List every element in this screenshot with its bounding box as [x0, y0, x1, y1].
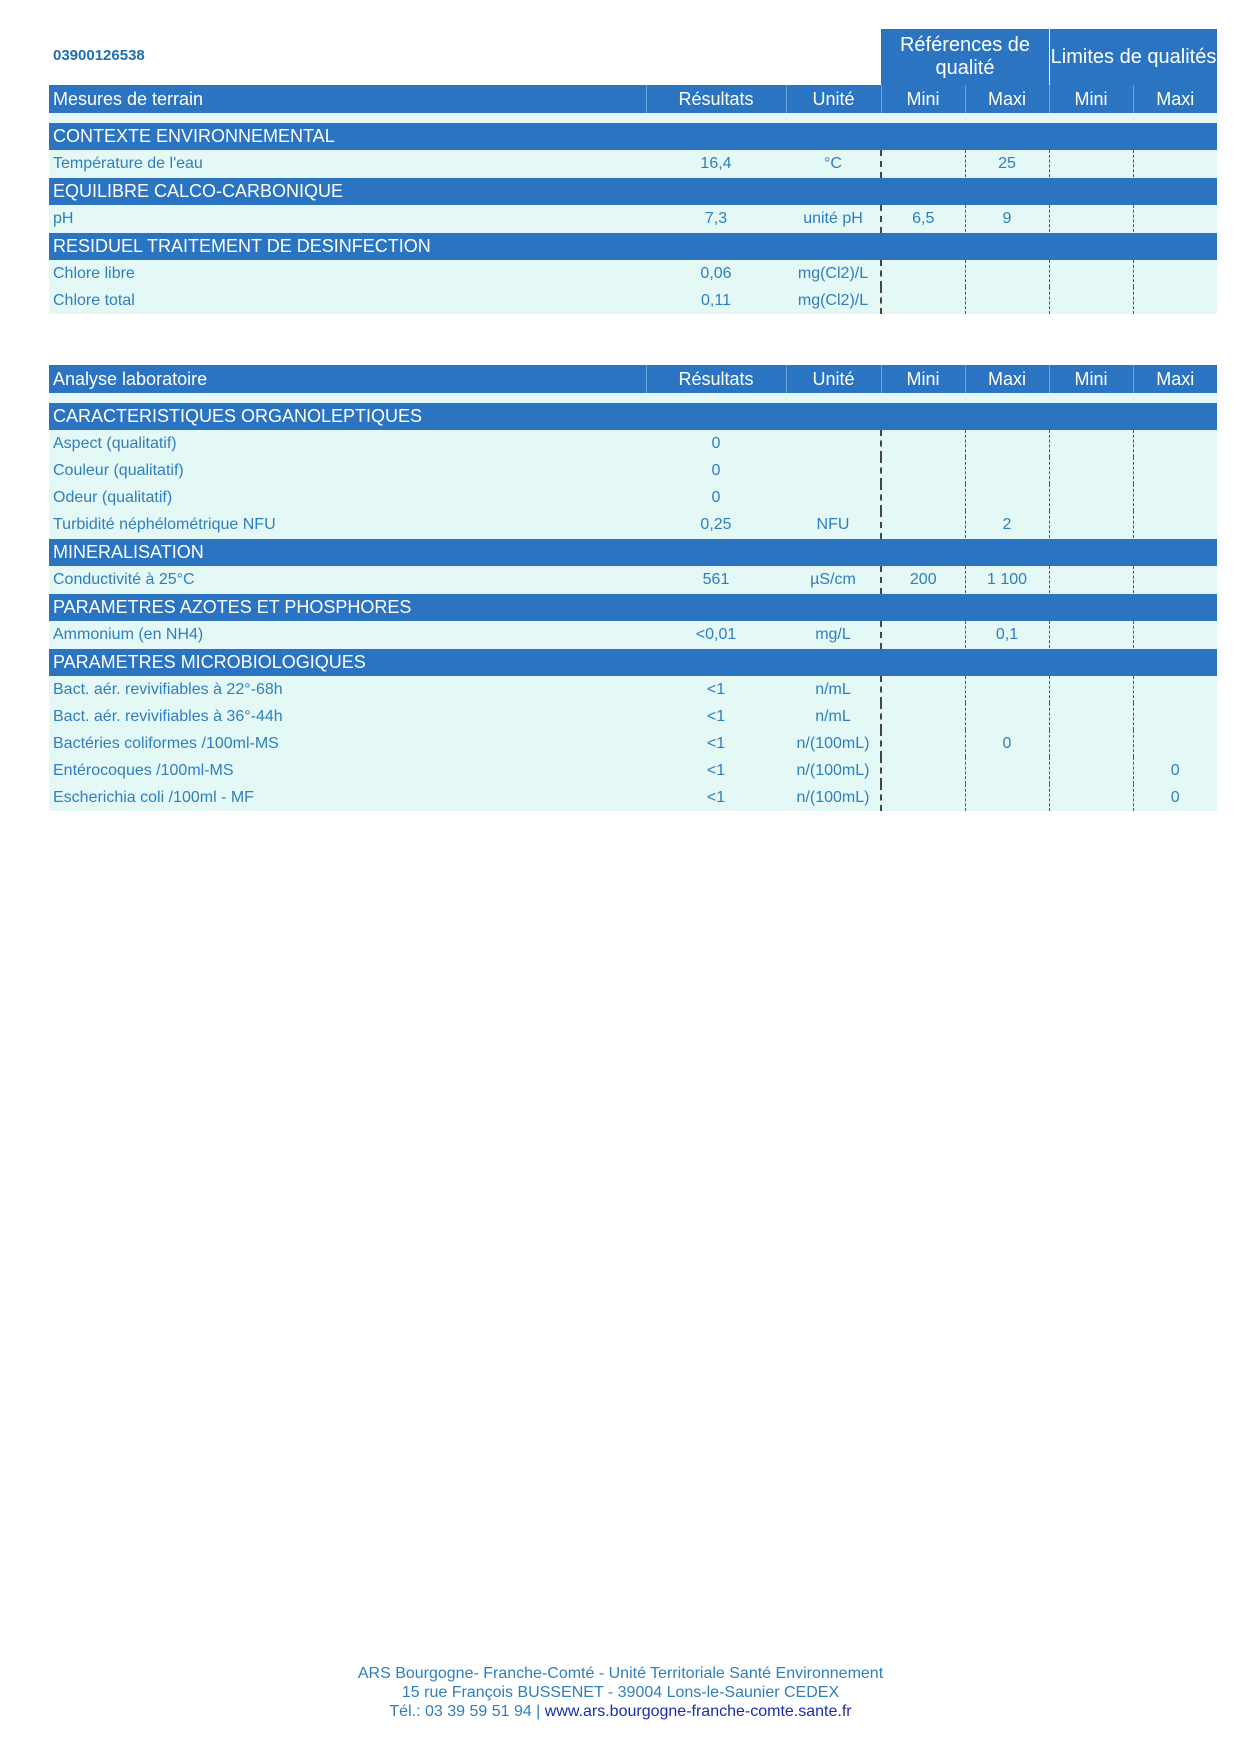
- lim-max-value: 0: [1133, 757, 1217, 784]
- parameter-name: Escherichia coli /100ml - MF: [49, 784, 646, 811]
- sample-id: 03900126538: [53, 47, 145, 64]
- ref-min-value: [881, 260, 965, 287]
- parameter-name: Bactéries coliformes /100ml-MS: [49, 730, 646, 757]
- lim-min-value: [1049, 757, 1133, 784]
- lim-max-value: [1133, 150, 1217, 178]
- table-header-row: [49, 365, 1217, 393]
- section-header-row: [49, 233, 1217, 261]
- result-value: <1: [646, 703, 786, 730]
- ref-min-value: [881, 511, 965, 539]
- parameter-name: Bact. aér. revivifiables à 36°-44h: [49, 703, 646, 730]
- header-lim-min: Mini: [1049, 85, 1133, 113]
- ref-max-value: [965, 457, 1049, 484]
- result-value: 0,25: [646, 511, 786, 539]
- labo-table-body: [49, 365, 1217, 811]
- unit-value: mg(Cl2)/L: [786, 287, 881, 314]
- result-value: 0,11: [646, 287, 786, 314]
- table-row: [49, 730, 1217, 757]
- table-row: [49, 205, 1217, 233]
- unit-value: mg/L: [786, 621, 881, 649]
- unit-value: [786, 430, 881, 457]
- lim-max-value: [1133, 287, 1217, 314]
- lim-min-value: [1049, 784, 1133, 811]
- table-row: [49, 511, 1217, 539]
- section-title: RESIDUEL TRAITEMENT DE DESINFECTION: [49, 233, 1217, 261]
- parameter-name: pH: [49, 205, 646, 233]
- section-title: CARACTERISTIQUES ORGANOLEPTIQUES: [49, 403, 1217, 431]
- parameter-name: Bact. aér. revivifiables à 22°-68h: [49, 676, 646, 703]
- lim-max-value: 0: [1133, 784, 1217, 811]
- parameter-name: Ammonium (en NH4): [49, 621, 646, 649]
- footer-org: ARS Bourgogne- Franche-Comté - Unité Territoriale Santé Environnement: [357, 1665, 884, 1682]
- unit-value: n/mL: [786, 676, 881, 703]
- parameter-name: Odeur (qualitatif): [49, 484, 646, 511]
- table-row: [49, 784, 1217, 811]
- footer-phone: Tél.: 03 39 59 51 94 |: [389, 1703, 545, 1720]
- ref-min-value: [881, 703, 965, 730]
- table-row: [49, 150, 1217, 178]
- parameter-name: Turbidité néphélométrique NFU: [49, 511, 646, 539]
- ref-max-value: [965, 676, 1049, 703]
- lim-max-value: [1133, 457, 1217, 484]
- table-row: [49, 484, 1217, 511]
- lim-max-value: [1133, 566, 1217, 594]
- section-title: CONTEXTE ENVIRONNEMENTAL: [49, 123, 1217, 151]
- unit-value: NFU: [786, 511, 881, 539]
- result-value: 7,3: [646, 205, 786, 233]
- ref-min-value: 6,5: [881, 205, 965, 233]
- header-ref-min: Mini: [881, 85, 965, 113]
- quality-column-headers: [881, 29, 1217, 85]
- header-unit: Unité: [786, 365, 881, 393]
- unit-value: mg(Cl2)/L: [786, 260, 881, 287]
- terrain-table-body: [49, 85, 1217, 314]
- header-lim-max: Maxi: [1133, 85, 1217, 113]
- parameter-name: Aspect (qualitatif): [49, 430, 646, 457]
- ref-max-value: 0: [965, 730, 1049, 757]
- lim-max-value: [1133, 430, 1217, 457]
- ref-max-value: [965, 757, 1049, 784]
- ref-min-value: [881, 784, 965, 811]
- section-title: PARAMETRES AZOTES ET PHOSPHORES: [49, 594, 1217, 622]
- parameter-name: Chlore libre: [49, 260, 646, 287]
- ref-min-value: 200: [881, 566, 965, 594]
- footer-address: 15 rue François BUSSENET - 39004 Lons-le-Saunier CEDEX: [401, 1684, 840, 1701]
- parameter-name: Chlore total: [49, 287, 646, 314]
- unit-value: µS/cm: [786, 566, 881, 594]
- lim-min-value: [1049, 457, 1133, 484]
- ref-min-value: [881, 287, 965, 314]
- limites-header: Limites de qualités: [1049, 29, 1217, 85]
- spacer-cell: [49, 393, 1217, 403]
- lim-min-value: [1049, 430, 1133, 457]
- unit-value: [786, 457, 881, 484]
- ref-min-value: [881, 621, 965, 649]
- unit-value: n/(100mL): [786, 757, 881, 784]
- header-result: Résultats: [646, 365, 786, 393]
- lim-min-value: [1049, 566, 1133, 594]
- lim-max-value: [1133, 730, 1217, 757]
- parameter-name: Entérocoques /100ml-MS: [49, 757, 646, 784]
- section-header-row: [49, 649, 1217, 677]
- section-header-row: [49, 403, 1217, 431]
- header-ref-min: Mini: [881, 365, 965, 393]
- table-row: [49, 676, 1217, 703]
- table-header-row: [49, 85, 1217, 113]
- lim-max-value: [1133, 260, 1217, 287]
- table-row: [49, 260, 1217, 287]
- result-value: <0,01: [646, 621, 786, 649]
- footer-contact: [0, 1702, 1241, 1721]
- table-row: [49, 757, 1217, 784]
- section-title: PARAMETRES MICROBIOLOGIQUES: [49, 649, 1217, 677]
- parameter-name: Couleur (qualitatif): [49, 457, 646, 484]
- terrain-measurements-table: [49, 85, 1217, 314]
- lim-min-value: [1049, 511, 1133, 539]
- table-row: [49, 566, 1217, 594]
- lim-max-value: [1133, 511, 1217, 539]
- ref-max-value: 0,1: [965, 621, 1049, 649]
- spacer-row: [49, 393, 1217, 403]
- unit-value: °C: [786, 150, 881, 178]
- parameter-name: Température de l'eau: [49, 150, 646, 178]
- ref-min-value: [881, 430, 965, 457]
- ref-max-value: [965, 287, 1049, 314]
- ref-max-value: 2: [965, 511, 1049, 539]
- result-value: 0,06: [646, 260, 786, 287]
- ref-min-value: [881, 730, 965, 757]
- lim-max-value: [1133, 676, 1217, 703]
- section-title: EQUILIBRE CALCO-CARBONIQUE: [49, 178, 1217, 206]
- lim-min-value: [1049, 621, 1133, 649]
- ref-min-value: [881, 150, 965, 178]
- unit-value: n/mL: [786, 703, 881, 730]
- lim-min-value: [1049, 287, 1133, 314]
- ref-min-value: [881, 676, 965, 703]
- header-parameter: Mesures de terrain: [49, 85, 646, 113]
- spacer-cell: [49, 113, 1217, 123]
- ref-min-value: [881, 484, 965, 511]
- ref-max-value: [965, 784, 1049, 811]
- lim-min-value: [1049, 205, 1133, 233]
- ref-max-value: [965, 484, 1049, 511]
- lim-max-value: [1133, 703, 1217, 730]
- unit-value: unité pH: [786, 205, 881, 233]
- unit-value: [786, 484, 881, 511]
- result-value: 0: [646, 457, 786, 484]
- ref-max-value: [965, 260, 1049, 287]
- result-value: <1: [646, 784, 786, 811]
- lim-min-value: [1049, 260, 1133, 287]
- ref-max-value: [965, 703, 1049, 730]
- section-header-row: [49, 539, 1217, 567]
- table-row: [49, 430, 1217, 457]
- parameter-name: Conductivité à 25°C: [49, 566, 646, 594]
- header-parameter: Analyse laboratoire: [49, 365, 646, 393]
- table-row: [49, 457, 1217, 484]
- table-row: [49, 703, 1217, 730]
- header-ref-max: Maxi: [965, 365, 1049, 393]
- footer: [0, 1664, 1241, 1721]
- result-value: <1: [646, 676, 786, 703]
- references-header: Références de qualité: [881, 29, 1049, 85]
- ref-min-value: [881, 457, 965, 484]
- lim-min-value: [1049, 150, 1133, 178]
- lim-max-value: [1133, 484, 1217, 511]
- lim-max-value: [1133, 205, 1217, 233]
- ref-max-value: 25: [965, 150, 1049, 178]
- unit-value: n/(100mL): [786, 784, 881, 811]
- result-value: 16,4: [646, 150, 786, 178]
- result-value: 0: [646, 430, 786, 457]
- lab-analysis-table: [49, 365, 1217, 811]
- table-row: [49, 621, 1217, 649]
- header-lim-min: Mini: [1049, 365, 1133, 393]
- header-lim-max: Maxi: [1133, 365, 1217, 393]
- header-unit: Unité: [786, 85, 881, 113]
- header-ref-max: Maxi: [965, 85, 1049, 113]
- lim-min-value: [1049, 703, 1133, 730]
- footer-website-link[interactable]: www.ars.bourgogne-franche-comte.sante.fr: [544, 1703, 852, 1720]
- section-header-row: [49, 594, 1217, 622]
- section-header-row: [49, 123, 1217, 151]
- section-title: MINERALISATION: [49, 539, 1217, 567]
- lim-min-value: [1049, 484, 1133, 511]
- result-value: 561: [646, 566, 786, 594]
- spacer-row: [49, 113, 1217, 123]
- lim-min-value: [1049, 730, 1133, 757]
- unit-value: n/(100mL): [786, 730, 881, 757]
- lim-min-value: [1049, 676, 1133, 703]
- table-row: [49, 287, 1217, 314]
- ref-max-value: [965, 430, 1049, 457]
- ref-max-value: 9: [965, 205, 1049, 233]
- lim-max-value: [1133, 621, 1217, 649]
- ref-min-value: [881, 757, 965, 784]
- section-header-row: [49, 178, 1217, 206]
- header-result: Résultats: [646, 85, 786, 113]
- result-value: <1: [646, 730, 786, 757]
- result-value: <1: [646, 757, 786, 784]
- result-value: 0: [646, 484, 786, 511]
- ref-max-value: 1 100: [965, 566, 1049, 594]
